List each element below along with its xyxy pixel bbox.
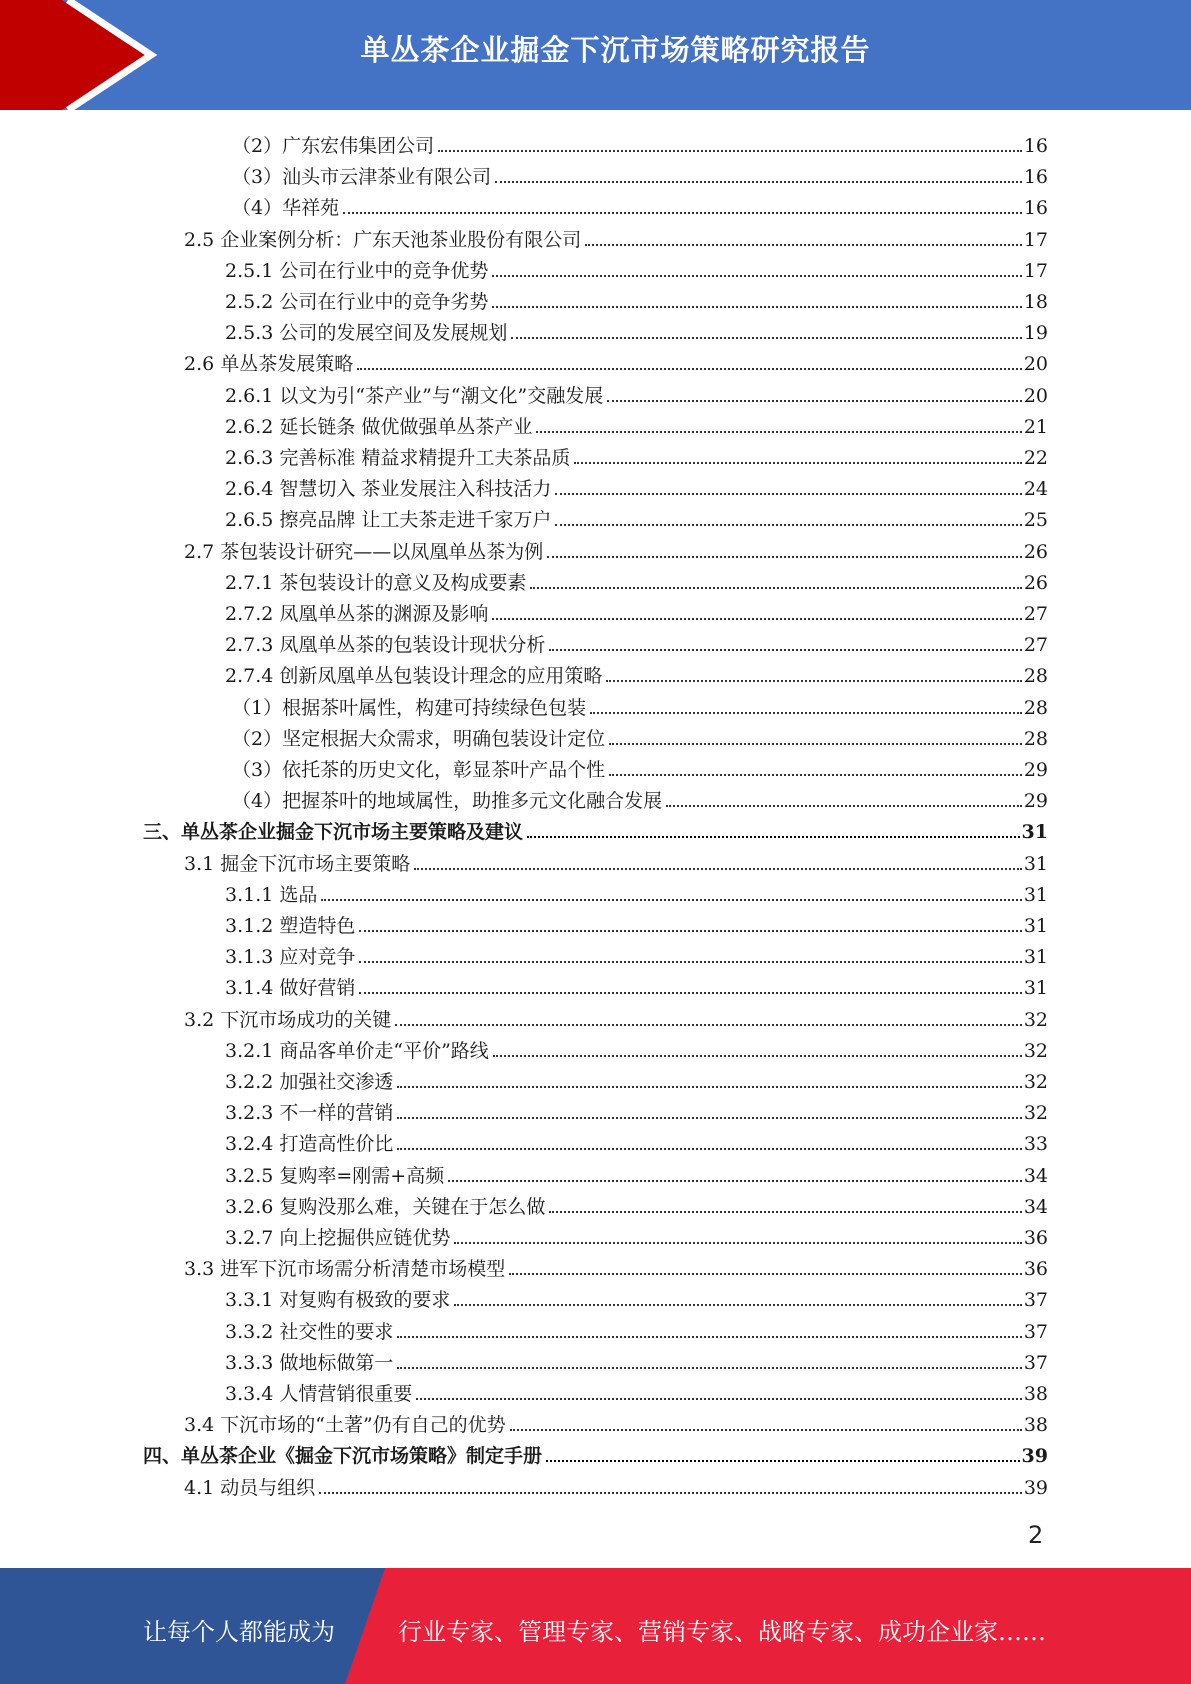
- toc-entry[interactable]: [225, 1313, 1048, 1344]
- toc-entry-title: （4）华祥苑: [232, 197, 340, 220]
- toc-entry-page: 34: [1023, 1164, 1048, 1187]
- toc-entry-page: 28: [1023, 727, 1048, 750]
- toc-entry-title: 2.6 单丛茶发展策略: [184, 353, 354, 376]
- toc-entry-page: 28: [1023, 665, 1048, 688]
- toc-leader-dots: [493, 1055, 1022, 1057]
- toc-entry-page: 22: [1023, 447, 1048, 469]
- toc-leader-dots: [549, 649, 1021, 651]
- toc-leader-dots: [549, 1211, 1021, 1213]
- toc-leader-dots: [395, 1024, 1022, 1026]
- toc-entry-title: （3）依托茶的历史文化，彰显茶叶产品个性: [232, 759, 606, 781]
- toc-entry-page: 33: [1023, 1133, 1048, 1156]
- toc-entry-page: 32: [1023, 1102, 1048, 1125]
- toc-entry-title: 2.6.4 智慧切入 茶业发展注入科技活力: [225, 478, 552, 501]
- toc-leader-dots: [492, 306, 1021, 308]
- toc-entry[interactable]: [184, 845, 1048, 876]
- toc-leader-dots: [530, 587, 1021, 589]
- toc-entry[interactable]: [184, 1469, 1048, 1500]
- toc-entry-page: 24: [1023, 478, 1048, 501]
- toc-entry-page: 31: [1023, 977, 1048, 1000]
- toc-leader-dots: [357, 368, 1022, 370]
- toc-entry-page: 38: [1023, 1383, 1048, 1405]
- toc-entry-page: 16: [1023, 197, 1048, 220]
- toc-entry-title: 3.1.1 选品: [225, 883, 318, 906]
- toc-entry-title: （3）汕头市云津茶业有限公司: [232, 166, 492, 189]
- toc-entry-title: 3.2.6 复购没那么难，关键在于怎么做: [225, 1195, 546, 1218]
- toc-entry[interactable]: [225, 1157, 1048, 1188]
- toc-entry-page: 21: [1023, 415, 1048, 438]
- toc-entry[interactable]: [143, 1437, 1048, 1468]
- toc-entry-title: 2.5 企业案例分析：广东天池茶业股份有限公司: [184, 228, 582, 251]
- toc-entry[interactable]: [225, 1125, 1048, 1156]
- toc-leader-dots: [666, 805, 1022, 807]
- toc-leader-dots: [495, 181, 1022, 183]
- toc-entry-title: 2.6.1 以文为引“茶产业”与“潮文化”交融发展: [225, 384, 604, 407]
- toc-entry-title: 3.3.4 人情营销很重要: [225, 1383, 413, 1405]
- toc-leader-dots: [492, 275, 1021, 277]
- toc-entry-page: 32: [1023, 1039, 1048, 1062]
- toc-entry[interactable]: [232, 189, 1048, 220]
- toc-leader-dots: [607, 400, 1022, 402]
- toc-leader-dots: [555, 493, 1021, 495]
- toc-entry-page: 29: [1023, 759, 1048, 781]
- toc-entry[interactable]: [232, 720, 1048, 751]
- toc-entry[interactable]: [232, 158, 1048, 189]
- toc-entry-page: 31: [1023, 883, 1048, 906]
- toc-entry-page: 26: [1023, 571, 1048, 594]
- toc-entry-page: 17: [1023, 228, 1048, 251]
- toc-leader-dots: [343, 212, 1022, 214]
- toc-entry[interactable]: [225, 1344, 1048, 1375]
- toc-entry[interactable]: [232, 782, 1048, 813]
- toc-entry-title: 3.1.3 应对竞争: [225, 946, 356, 969]
- toc-entry-title: 3.2 下沉市场成功的关键: [184, 1008, 392, 1031]
- toc-entry-title: （2）坚定根据大众需求，明确包装设计定位: [232, 727, 606, 750]
- toc-entry-page: 34: [1023, 1195, 1048, 1218]
- toc-leader-dots: [547, 556, 1022, 558]
- toc-entry-page: 20: [1023, 384, 1048, 407]
- toc-entry-page: 39: [1023, 1476, 1048, 1499]
- toc-leader-dots: [359, 930, 1021, 932]
- toc-entry-page: 37: [1023, 1351, 1048, 1374]
- toc-entry[interactable]: [225, 314, 1048, 345]
- toc-leader-dots: [321, 899, 1021, 901]
- toc-entry-page: 17: [1023, 259, 1048, 282]
- toc-entry[interactable]: [225, 470, 1048, 501]
- toc-leader-dots: [448, 1180, 1022, 1182]
- toc-entry[interactable]: [143, 813, 1048, 844]
- header-bar: [0, 0, 1191, 110]
- toc-entry-title: 四、单丛茶企业《掘金下沉市场策略》制定手册: [143, 1445, 543, 1468]
- toc-entry[interactable]: [225, 1375, 1048, 1406]
- toc-entry[interactable]: [225, 876, 1048, 907]
- toc-leader-dots: [609, 743, 1022, 745]
- toc-entry-page: 16: [1023, 166, 1048, 189]
- toc-entry[interactable]: [232, 751, 1048, 782]
- toc-leader-dots: [546, 1460, 1020, 1462]
- toc-entry-page: 27: [1023, 603, 1048, 625]
- toc-leader-dots: [590, 712, 1022, 714]
- toc-leader-dots: [397, 1148, 1021, 1150]
- toc-entry-page: 36: [1023, 1258, 1048, 1281]
- toc-leader-dots: [438, 150, 1022, 152]
- toc-entry-title: 2.6.3 完善标准 精益求精提升工夫茶品质: [225, 447, 571, 469]
- toc-entry-page: 31: [1023, 915, 1048, 937]
- toc-entry-title: 2.7 茶包装设计研究——以凤凰单丛茶为例: [184, 540, 544, 563]
- toc-entry-title: 3.4 下沉市场的“土著”仍有自己的优势: [184, 1414, 506, 1437]
- toc-entry[interactable]: [232, 127, 1048, 158]
- toc-entry[interactable]: [184, 221, 1048, 252]
- toc-entry[interactable]: [225, 501, 1048, 532]
- toc-entry-title: 3.2.1 商品客单价走“平价”路线: [225, 1039, 489, 1062]
- toc-entry-page: 37: [1023, 1289, 1048, 1312]
- toc-entry-title: 4.1 动员与组织: [184, 1476, 316, 1499]
- toc-entry-page: 26: [1023, 540, 1048, 563]
- toc-entry[interactable]: [225, 1032, 1048, 1063]
- toc-leader-dots: [536, 431, 1021, 433]
- toc-entry[interactable]: [225, 377, 1048, 408]
- toc-entry-title: 三、单丛茶企业掘金下沉市场主要策略及建议: [143, 821, 524, 844]
- toc-entry[interactable]: [225, 969, 1048, 1000]
- toc-leader-dots: [359, 992, 1021, 994]
- toc-entry-page: 27: [1023, 634, 1048, 657]
- toc-entry-title: 2.7.2 凤凰单丛茶的渊源及影响: [225, 603, 489, 625]
- toc-leader-dots: [609, 774, 1022, 776]
- footer-slogan-right: 行业专家、管理专家、营销专家、战略专家、成功企业家……: [398, 1618, 1046, 1646]
- toc-entry-page: 39: [1021, 1445, 1048, 1468]
- toc-entry-page: 37: [1023, 1320, 1048, 1343]
- toc-leader-dots: [492, 618, 1021, 620]
- toc-entry-page: 32: [1023, 1071, 1048, 1093]
- toc-entry-page: 19: [1023, 322, 1048, 345]
- toc-entry[interactable]: [225, 564, 1048, 595]
- toc-entry-title: 3.2.3 不一样的营销: [225, 1102, 394, 1125]
- toc-entry-title: 2.5.3 公司的发展空间及发展规划: [225, 322, 508, 345]
- toc-entry[interactable]: [225, 1063, 1048, 1094]
- toc-entry-title: （4）把握茶叶的地域属性，助推多元文化融合发展: [232, 790, 663, 813]
- toc-leader-dots: [414, 868, 1022, 870]
- toc-entry-title: 3.1.4 做好营销: [225, 977, 356, 1000]
- toc-leader-dots: [527, 836, 1020, 838]
- toc-entry-page: 16: [1023, 135, 1048, 157]
- toc-entry[interactable]: [184, 533, 1048, 564]
- toc-entry-title: 2.6.5 擦亮品牌 让工夫茶走进千家万户: [225, 509, 552, 532]
- toc-entry-page: 31: [1023, 946, 1048, 969]
- toc-leader-dots: [574, 462, 1021, 464]
- toc-entry[interactable]: [225, 626, 1048, 657]
- toc-entry[interactable]: [184, 1406, 1048, 1437]
- toc-entry-page: 32: [1023, 1008, 1048, 1031]
- toc-entry[interactable]: [184, 1001, 1048, 1032]
- toc-entry-title: 3.3.1 对复购有极致的要求: [225, 1289, 451, 1312]
- toc-entry-title: 2.5.2 公司在行业中的竞争劣势: [225, 291, 489, 313]
- toc-entry[interactable]: [225, 283, 1048, 314]
- toc-entry[interactable]: [225, 657, 1048, 688]
- toc-entry-page: 38: [1023, 1414, 1048, 1437]
- toc-entry[interactable]: [225, 252, 1048, 283]
- toc-entry[interactable]: [225, 1281, 1048, 1312]
- toc-leader-dots: [454, 1242, 1021, 1244]
- toc-entry[interactable]: [232, 689, 1048, 720]
- toc-entry[interactable]: [184, 1250, 1048, 1281]
- toc-entry[interactable]: [225, 439, 1048, 470]
- toc-entry-page: 20: [1023, 353, 1048, 376]
- toc-entry[interactable]: [225, 595, 1048, 626]
- toc-entry-page: 31: [1023, 852, 1048, 875]
- toc-leader-dots: [454, 1304, 1021, 1306]
- page-number: 2: [1028, 1521, 1044, 1549]
- toc-leader-dots: [397, 1336, 1021, 1338]
- toc-entry[interactable]: [225, 1188, 1048, 1219]
- toc-entry-title: 2.7.4 创新凤凰单丛包装设计理念的应用策略: [225, 665, 603, 688]
- toc-entry-title: （1）根据茶叶属性，构建可持续绿色包装: [232, 696, 587, 719]
- toc-entry-title: 3.2.4 打造高性价比: [225, 1133, 394, 1156]
- toc-entry-title: 2.7.3 凤凰单丛茶的包装设计现状分析: [225, 634, 546, 657]
- toc-entry-title: 2.5.1 公司在行业中的竞争优势: [225, 259, 489, 282]
- toc-entry-title: 2.7.1 茶包装设计的意义及构成要素: [225, 571, 527, 594]
- toc-entry-title: 2.6.2 延长链条 做优做强单丛茶产业: [225, 415, 533, 438]
- toc-entry-title: （2）广东宏伟集团公司: [232, 135, 435, 157]
- toc-leader-dots: [510, 1429, 1022, 1431]
- toc-entry[interactable]: [225, 907, 1048, 938]
- page-title: 单丛茶企业掘金下沉市场策略研究报告: [360, 33, 871, 67]
- toc-entry[interactable]: [225, 938, 1048, 969]
- toc-entry-page: 18: [1023, 291, 1048, 313]
- toc-leader-dots: [416, 1398, 1021, 1400]
- toc-entry-page: 31: [1021, 821, 1048, 844]
- toc-entry[interactable]: [225, 1094, 1048, 1125]
- toc-entry-title: 3.3.3 做地标做第一: [225, 1351, 394, 1374]
- toc-entry[interactable]: [225, 1219, 1048, 1250]
- toc-entry-page: 29: [1023, 790, 1048, 813]
- toc-leader-dots: [511, 337, 1021, 339]
- toc-leader-dots: [397, 1117, 1021, 1119]
- toc-entry-title: 3.1 掘金下沉市场主要策略: [184, 852, 411, 875]
- toc-entry-page: 28: [1023, 696, 1048, 719]
- toc-leader-dots: [319, 1492, 1022, 1494]
- toc-entry-title: 3.2.5 复购率=刚需+高频: [225, 1164, 445, 1187]
- toc-entry-title: 3.3.2 社交性的要求: [225, 1320, 394, 1343]
- toc-leader-dots: [359, 961, 1021, 963]
- toc-entry-title: 3.1.2 塑造特色: [225, 915, 356, 937]
- toc-leader-dots: [509, 1273, 1022, 1275]
- toc-leader-dots: [397, 1367, 1021, 1369]
- toc-leader-dots: [606, 680, 1021, 682]
- toc-entry-title: 3.3 进军下沉市场需分析清楚市场模型: [184, 1258, 506, 1281]
- toc-leader-dots: [397, 1086, 1021, 1088]
- toc-entry[interactable]: [184, 345, 1048, 376]
- toc-entry-title: 3.2.7 向上挖掘供应链优势: [225, 1227, 451, 1249]
- toc-leader-dots: [585, 244, 1022, 246]
- toc-entry-page: 25: [1023, 509, 1048, 532]
- toc-leader-dots: [555, 524, 1021, 526]
- toc-entry-page: 36: [1023, 1227, 1048, 1249]
- footer-slogan-left: 让每个人都能成为: [143, 1618, 335, 1646]
- toc-entry-title: 3.2.2 加强社交渗透: [225, 1071, 394, 1093]
- toc-entry[interactable]: [225, 408, 1048, 439]
